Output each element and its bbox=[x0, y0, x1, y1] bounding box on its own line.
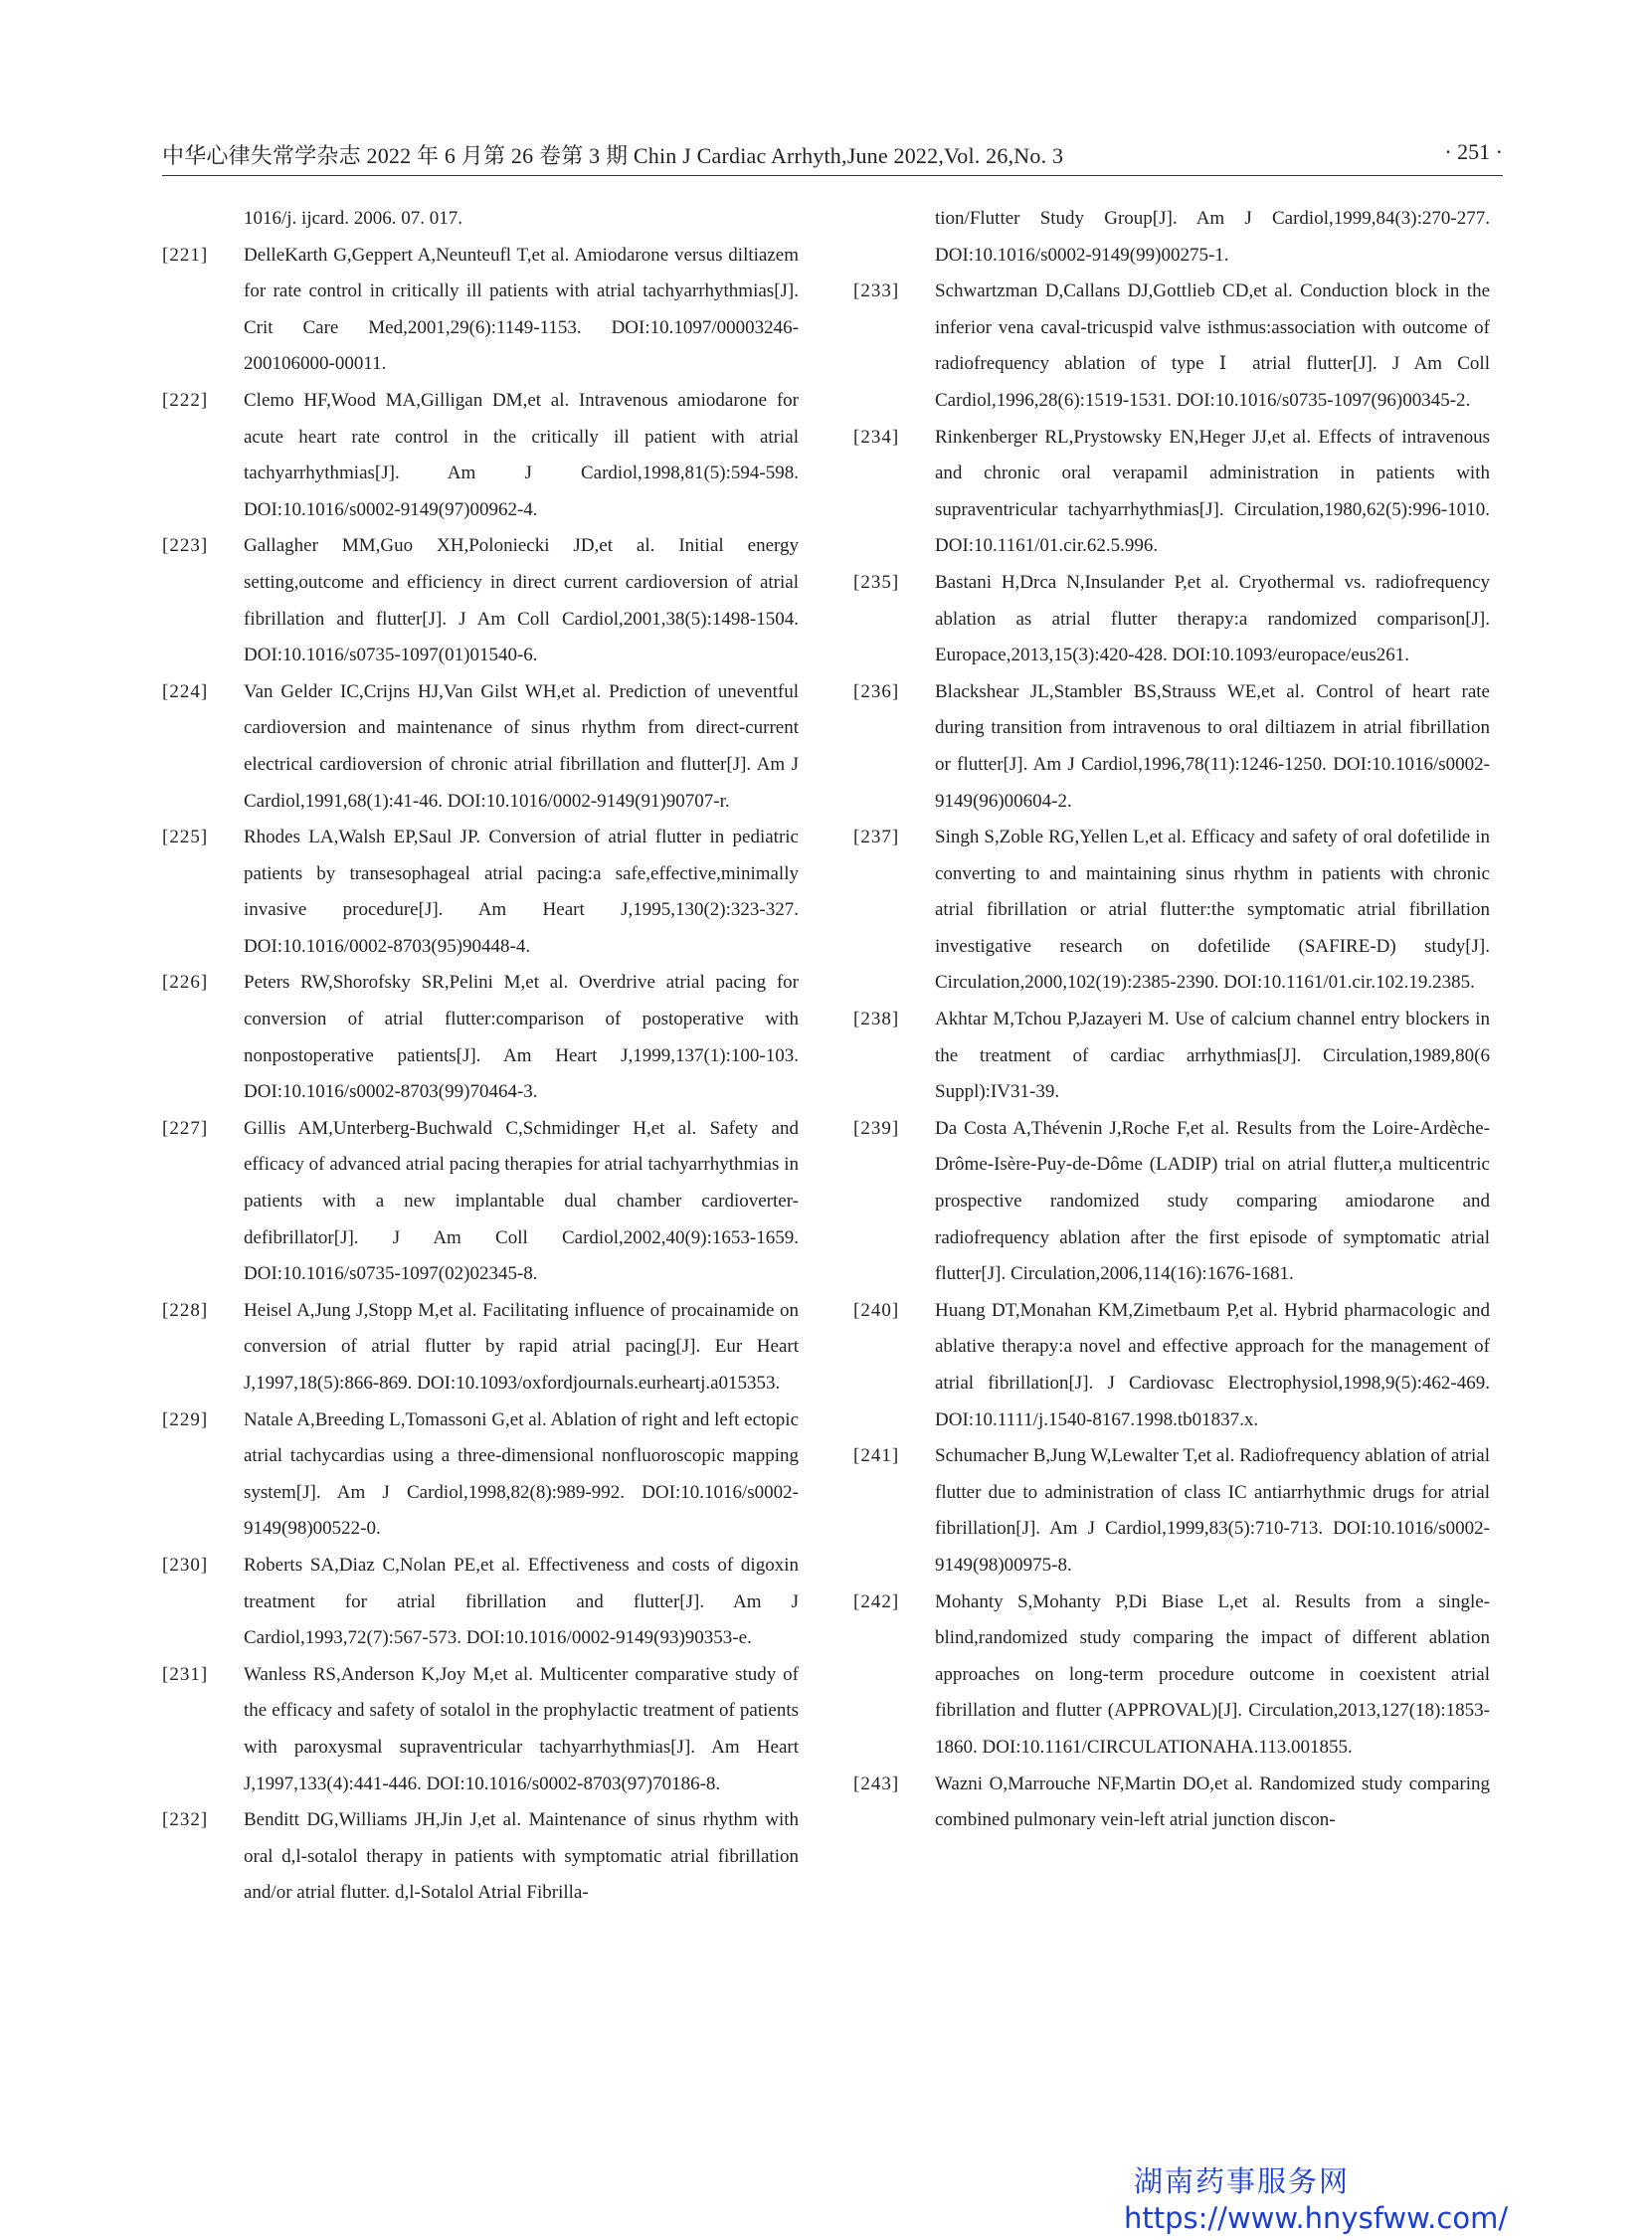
running-header bbox=[162, 135, 1503, 176]
reference-number: [237] bbox=[853, 827, 900, 848]
journal-citation-line: 中华心律失常学杂志 2022 年 6 月第 26 卷第 3 期 Chin J Cardiac Arrhyth,June 2022,Vol. 26,No. 3 bbox=[162, 143, 1064, 168]
reference-entry bbox=[853, 1438, 1490, 1584]
reference-entry bbox=[162, 965, 799, 1110]
reference-text: Huang DT,Monahan KM,Zimetbaum P,et al. Hybrid pharmacologic and ablative therapy:a novel and effective approach for the management of atrial fibrillation[J]. J Cardiovasc Electrophysiol,1998,9(5):462-469. DOI:10.1111/j.1540-8167.1998.tb01837.x. bbox=[935, 1299, 1490, 1430]
reference-entry bbox=[853, 1111, 1490, 1293]
reference-entry bbox=[162, 1802, 799, 1912]
reference-entry bbox=[162, 528, 799, 673]
left-reference-column bbox=[162, 201, 799, 1912]
reference-text: Blackshear JL,Stambler BS,Strauss WE,et al. Control of heart rate during transition from intravenous to oral diltiazem in atrial fibrillation or flutter[J]. Am J Cardiol,1996,78(11):1246-1250. DOI:10.1016/s0002-9149(96)00604-2. bbox=[935, 680, 1490, 812]
reference-entry bbox=[853, 1585, 1490, 1767]
reference-text: Schwartzman D,Callans DJ,Gottlieb CD,et al. Conduction block in the inferior vena caval-tricuspid valve isthmus:association with outcome of radiofrequency ablation of type Ⅰ atrial flutter[J]. J Am Coll Cardiol,1996,28(6):1519-1531. DOI:10.1016/s0735-1097(96)00345-2. bbox=[935, 280, 1490, 411]
reference-text: Van Gelder IC,Crijns HJ,Van Gilst WH,et al. Prediction of uneventful cardioversion and maintenance of sinus rhythm from direct-current electrical cardioversion of chronic atrial fibrillation and flutter[J]. Am J Cardiol,1991,68(1):41-46. DOI:10.1016/0002-9149(91)90707-r. bbox=[244, 680, 799, 812]
reference-number: [225] bbox=[162, 827, 209, 848]
reference-number: [226] bbox=[162, 972, 209, 994]
reference-text: Peters RW,Shorofsky SR,Pelini M,et al. Overdrive atrial pacing for conversion of atrial flutter:comparison of postoperative with nonpostoperative patients[J]. Am Heart J,1999,137(1):100-103. DOI:10.1016/s0002-8703(99)70464-3. bbox=[244, 972, 799, 1103]
right-reference-column bbox=[853, 201, 1490, 1839]
reference-continuation: 1016/j. ijcard. 2006. 07. 017. bbox=[244, 208, 463, 229]
watermark-url: https://www.hnysfww.com/ bbox=[1124, 2201, 1509, 2235]
reference-number: [221] bbox=[162, 244, 209, 266]
reference-number: [228] bbox=[162, 1299, 209, 1321]
reference-text: DelleKarth G,Geppert A,Neunteufl T,et al. Amiodarone versus diltiazem for rate control in critically ill patients with atrial tachyarrhythmias[J]. Crit Care Med,2001,29(6):1149-1153. DOI:10.1097/00003246-200106000-00011. bbox=[244, 244, 799, 375]
reference-text: Schumacher B,Jung W,Lewalter T,et al. Radiofrequency ablation of atrial flutter due to administration of class IC antiarrhythmic drugs for atrial fibrillation[J]. Am J Cardiol,1999,83(5):710-713. DOI:10.1016/s0002-9149(98)00975-8. bbox=[935, 1445, 1490, 1576]
reference-text: Rhodes LA,Walsh EP,Saul JP. Conversion of atrial flutter in pediatric patients by transesophageal atrial pacing:a safe,effective,minimally invasive procedure[J]. Am Heart J,1995,130(2):323-327. DOI:10.1016/0002-8703(95)90448-4. bbox=[244, 827, 799, 957]
page-number: · 251 · bbox=[1444, 139, 1503, 164]
reference-text: Clemo HF,Wood MA,Gilligan DM,et al. Intravenous amiodarone for acute heart rate control in the critically ill patient with atrial tachyarrhythmias[J]. Am J Cardiol,1998,81(5):594-598. DOI:10.1016/s0002-9149(97)00962-4. bbox=[244, 389, 799, 520]
reference-entry bbox=[853, 274, 1490, 419]
reference-number: [236] bbox=[853, 680, 900, 702]
reference-entry bbox=[162, 383, 799, 528]
reference-text: Wanless RS,Anderson K,Joy M,et al. Multicenter comparative study of the efficacy and safety of sotalol in the prophylactic treatment of patients with paroxysmal supraventricular tachyarrhythmias[J]. Am Heart J,1997,133(4):441-446. DOI:10.1016/s0002-8703(97)70186-8. bbox=[244, 1663, 799, 1794]
reference-number: [243] bbox=[853, 1773, 900, 1794]
reference-entry bbox=[162, 1111, 799, 1293]
reference-text: Gillis AM,Unterberg-Buchwald C,Schmidinger H,et al. Safety and efficacy of advanced atrial pacing therapies for atrial tachyarrhythmias in patients with a new implantable dual chamber cardioverter-defibrillator[J]. J Am Coll Cardiol,2002,40(9):1653-1659. DOI:10.1016/s0735-1097(02)02345-8. bbox=[244, 1117, 799, 1285]
reference-number: [242] bbox=[853, 1590, 900, 1612]
reference-number: [222] bbox=[162, 389, 209, 411]
reference-entry bbox=[853, 820, 1490, 1002]
reference-entry bbox=[853, 420, 1490, 565]
reference-text: Mohanty S,Mohanty P,Di Biase L,et al. Results from a single-blind,randomized study comparing the impact of different ablation approaches on long-term procedure outcome in coexistent atrial fibrillation and flutter (APPROVAL)[J]. Circulation,2013,127(18):1853-1860. DOI:10.1161/CIRCULATIONAHA.113.001855. bbox=[935, 1590, 1490, 1758]
reference-number: [231] bbox=[162, 1663, 209, 1685]
reference-number: [223] bbox=[162, 535, 209, 557]
reference-text: Wazni O,Marrouche NF,Martin DO,et al. Randomized study comparing combined pulmonary vein-left atrial junction discon- bbox=[935, 1773, 1490, 1831]
reference-text: Da Costa A,Thévenin J,Roche F,et al. Results from the Loire-Ardèche-Drôme-Isère-Puy-de-Dôme (LADIP) trial on atrial flutter,a multicentric prospective randomized study comparing amiodarone and radiofrequency ablation after the first episode of symptomatic atrial flutter[J]. Circulation,2006,114(16):1676-1681. bbox=[935, 1117, 1490, 1285]
reference-number: [238] bbox=[853, 1009, 900, 1030]
reference-number: [235] bbox=[853, 571, 900, 593]
reference-text: Benditt DG,Williams JH,Jin J,et al. Maintenance of sinus rhythm with oral d,l-sotalol therapy in patients with symptomatic atrial fibrillation and/or atrial flutter. d,l-Sotalol Atrial Fibrilla- bbox=[244, 1809, 799, 1904]
reference-number: [233] bbox=[853, 280, 900, 302]
reference-entry bbox=[162, 1402, 799, 1548]
reference-text: Heisel A,Jung J,Stopp M,et al. Facilitating influence of procainamide on conversion of atrial flutter by rapid atrial pacing[J]. Eur Heart J,1997,18(5):866-869. DOI:10.1093/oxfordjournals.eurheartj.a015353. bbox=[244, 1299, 799, 1394]
reference-entry bbox=[162, 674, 799, 820]
reference-entry bbox=[853, 1293, 1490, 1438]
reference-entry bbox=[162, 1293, 799, 1402]
reference-entry bbox=[853, 1767, 1490, 1839]
reference-number: [229] bbox=[162, 1408, 209, 1430]
reference-text: Natale A,Breeding L,Tomassoni G,et al. Ablation of right and left ectopic atrial tachycardias using a three-dimensional nonfluoroscopic mapping system[J]. Am J Cardiol,1998,82(8):989-992. DOI:10.1016/s0002-9149(98)00522-0. bbox=[244, 1408, 799, 1540]
reference-text: Akhtar M,Tchou P,Jazayeri M. Use of calcium channel entry blockers in the treatment of cardiac arrhythmias[J]. Circulation,1989,80(6 Suppl):IV31-39. bbox=[935, 1009, 1490, 1103]
reference-text: Rinkenberger RL,Prystowsky EN,Heger JJ,et al. Effects of intravenous and chronic oral verapamil administration in patients with supraventricular tachyarrhythmias[J]. Circulation,1980,62(5):996-1010. DOI:10.1161/01.cir.62.5.996. bbox=[935, 426, 1490, 557]
reference-number: [224] bbox=[162, 680, 209, 702]
reference-number: [230] bbox=[162, 1554, 209, 1576]
reference-entry bbox=[162, 1657, 799, 1802]
reference-entry bbox=[162, 1548, 799, 1657]
reference-entry bbox=[162, 820, 799, 965]
reference-number: [227] bbox=[162, 1117, 209, 1139]
watermark-site-name: 湖南药事服务网 bbox=[1134, 2164, 1351, 2198]
reference-number: [234] bbox=[853, 426, 900, 448]
reference-continuation: tion/Flutter Study Group[J]. Am J Cardiol,1999,84(3):270-277. DOI:10.1016/s0002-9149(99)00275-1. bbox=[935, 208, 1490, 266]
reference-entry bbox=[853, 565, 1490, 674]
reference-text: Gallagher MM,Guo XH,Poloniecki JD,et al. Initial energy setting,outcome and efficiency in direct current cardioversion of atrial fibrillation and flutter[J]. J Am Coll Cardiol,2001,38(5):1498-1504. DOI:10.1016/s0735-1097(01)01540-6. bbox=[244, 535, 799, 666]
reference-entry bbox=[162, 238, 799, 383]
site-watermark bbox=[1124, 2164, 1509, 2236]
reference-entry bbox=[853, 1002, 1490, 1111]
reference-text: Bastani H,Drca N,Insulander P,et al. Cryothermal vs. radiofrequency ablation as atrial flutter therapy:a randomized comparison[J]. Europace,2013,15(3):420-428. DOI:10.1093/europace/eus261. bbox=[935, 571, 1490, 666]
reference-entry bbox=[853, 674, 1490, 820]
reference-number: [241] bbox=[853, 1445, 900, 1467]
reference-text: Singh S,Zoble RG,Yellen L,et al. Efficacy and safety of oral dofetilide in converting to and maintaining sinus rhythm in patients with chronic atrial fibrillation or atrial flutter:the symptomatic atrial fibrillation investigative research on dofetilide (SAFIRE-D) study[J]. Circulation,2000,102(19):2385-2390. DOI:10.1161/01.cir.102.19.2385. bbox=[935, 827, 1490, 994]
reference-number: [232] bbox=[162, 1809, 209, 1831]
reference-text: Roberts SA,Diaz C,Nolan PE,et al. Effectiveness and costs of digoxin treatment for atrial fibrillation and flutter[J]. Am J Cardiol,1993,72(7):567-573. DOI:10.1016/0002-9149(93)90353-e. bbox=[244, 1554, 799, 1649]
reference-number: [239] bbox=[853, 1117, 900, 1139]
reference-number: [240] bbox=[853, 1299, 900, 1321]
